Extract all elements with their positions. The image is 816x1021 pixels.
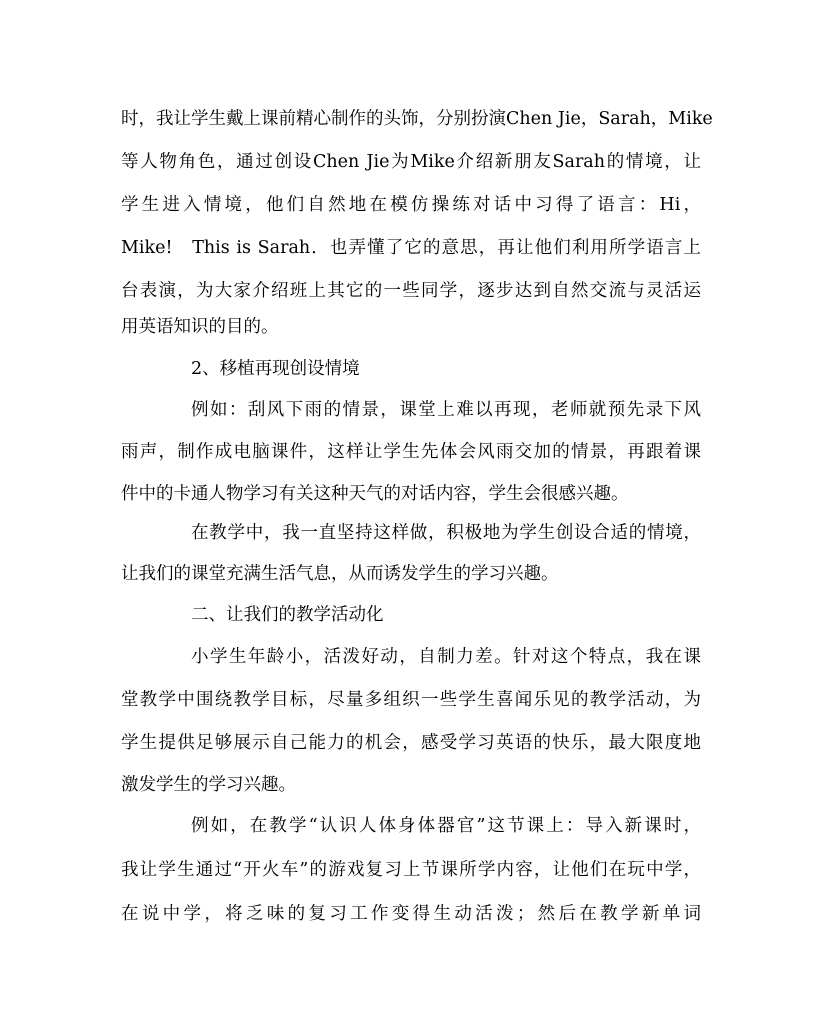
text-line-19: 我让学生通过“开火车”的游戏复习上节课所学内容，让他们在玩中学，	[121, 860, 701, 880]
text-line-1: 时，我让学生戴上课前精心制作的头饰，分别扮演Chen Jie，Sarah，Mike	[121, 109, 713, 129]
text-line-14: 小学生年龄小，活泼好动，自制力差。针对这个特点，我在课	[191, 647, 701, 667]
text-line-4: Mike! This is Sarah．也弄懂了它的意思，再让他们利用所学语言上	[121, 238, 701, 258]
text-line-3: 学生进入情境，他们自然地在模仿操练对话中习得了语言：Hi，	[121, 195, 701, 215]
text-line-16: 学生提供足够展示自己能力的机会，感受学习英语的快乐，最大限度地	[121, 733, 701, 753]
text-line-5: 台表演，为大家介绍班上其它的一些同学，逐步达到自然交流与灵活运	[121, 281, 701, 301]
text-line-12: 让我们的课堂充满生活气息，从而诱发学生的学习兴趣。	[121, 564, 559, 584]
text-line-10: 件中的卡通人物学习有关这种天气的对话内容，学生会很感兴趣。	[121, 484, 629, 504]
text-line-8: 例如：刮风下雨的情景，课堂上难以再现，老师就预先录下风	[191, 400, 701, 420]
text-line-9: 雨声，制作成电脑课件，这样让学生先体会风雨交加的情景，再跟着课	[121, 442, 701, 462]
text-line-18: 例如，在教学“认识人体身体器官”这节课上：导入新课时，	[191, 816, 701, 836]
text-line-11: 在教学中，我一直坚持这样做，积极地为学生创设合适的情境，	[191, 523, 701, 543]
text-line-15: 堂教学中围绕教学目标，尽量多组织一些学生喜闻乐见的教学活动，为	[121, 690, 701, 710]
text-line-20: 在说中学，将乏味的复习工作变得生动活泼；然后在教学新单词	[121, 904, 701, 924]
text-line-6: 用英语知识的目的。	[121, 317, 279, 337]
text-line-17: 激发学生的学习兴趣。	[121, 775, 296, 795]
section-heading-two: 二、让我们的教学活动化	[191, 605, 384, 625]
section-heading-2: 2、移植再现创设情境	[191, 359, 360, 379]
text-line-2: 等人物角色，通过创设Chen Jie为Mike介绍新朋友Sarah的情境，让	[121, 152, 701, 172]
